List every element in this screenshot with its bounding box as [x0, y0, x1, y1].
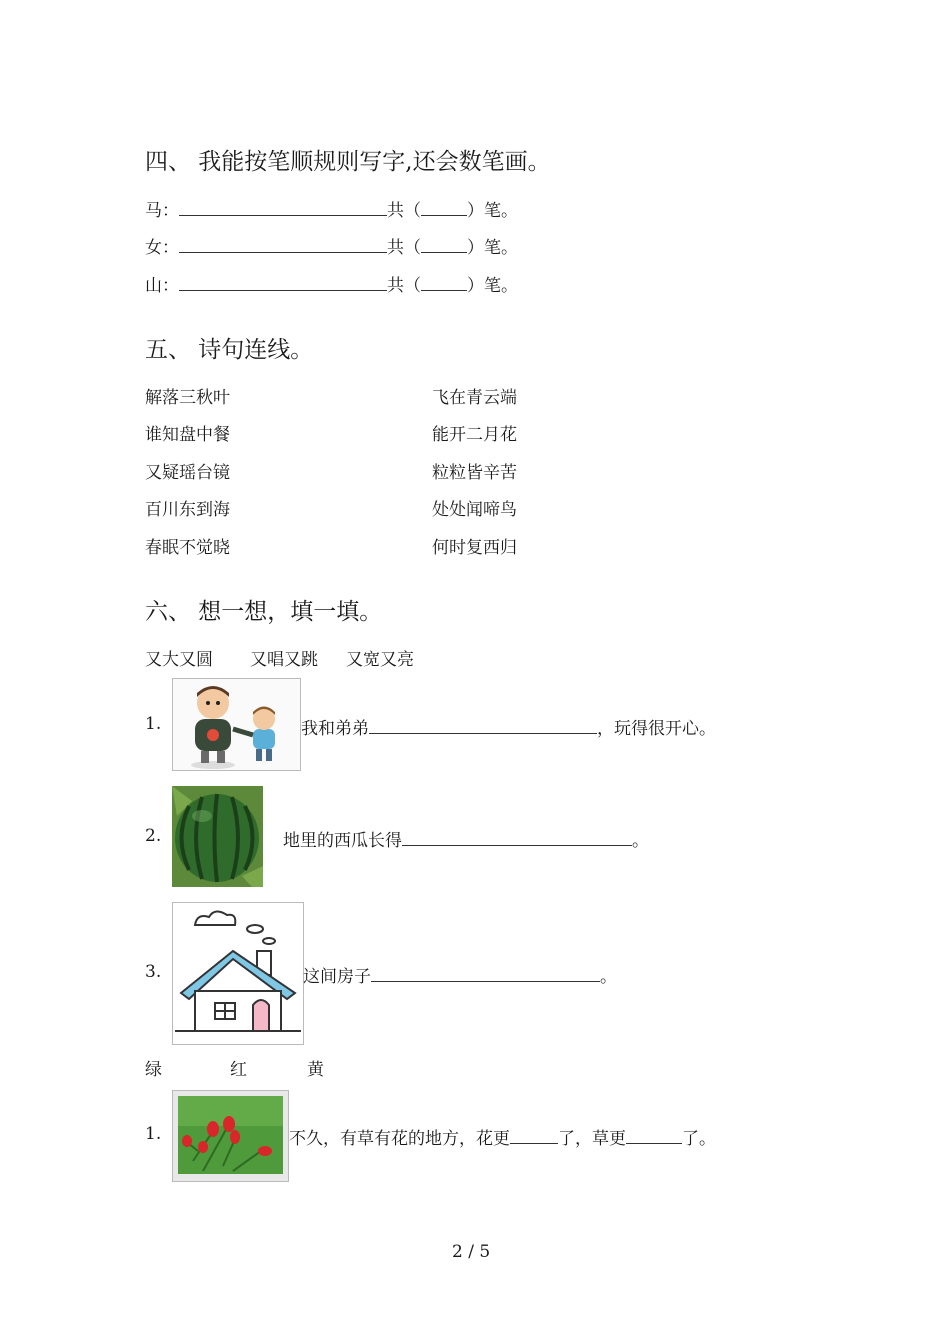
- sentence-post: ，玩得很开心。: [597, 719, 716, 739]
- stroke-order-blank[interactable]: [179, 238, 387, 253]
- word-option-3: 又宽又亮: [346, 650, 414, 670]
- sentence-post: 。: [632, 831, 649, 851]
- item-sentence: [283, 826, 649, 851]
- sentence-post: 。: [600, 967, 617, 987]
- color-option-2: 红: [230, 1060, 247, 1080]
- house-picture: [172, 902, 304, 1045]
- watermelon-picture: [172, 786, 263, 887]
- sentence-part-b: 了，草更: [558, 1129, 626, 1149]
- section-5-title: 五、 诗句连线。: [145, 337, 314, 363]
- answer-blank-1[interactable]: [510, 1129, 558, 1144]
- row-char: 山：: [145, 276, 179, 296]
- poem-right-3[interactable]: 粒粒皆辛苦: [432, 463, 517, 483]
- color-option-1: 绿: [145, 1060, 162, 1080]
- poem-right-5[interactable]: 何时复西归: [432, 538, 517, 558]
- stroke-count-blank[interactable]: [421, 238, 467, 253]
- item-sentence: [303, 962, 617, 987]
- stroke-count-blank[interactable]: [421, 276, 467, 291]
- sentence-pre: 我和弟弟: [301, 719, 369, 739]
- sentence-pre: 这间房子: [303, 967, 371, 987]
- item-number: 1.: [145, 1124, 162, 1144]
- poem-right-1[interactable]: 飞在青云端: [432, 388, 517, 408]
- gong-label: 共（: [387, 276, 421, 296]
- word-option-1: 又大又圆: [145, 650, 213, 670]
- stroke-order-blank[interactable]: [179, 201, 387, 216]
- sentence-pre: 地里的西瓜长得: [283, 831, 402, 851]
- word-option-2: 又唱又跳: [250, 650, 318, 670]
- poem-left-1[interactable]: 解落三秋叶: [145, 388, 230, 408]
- gong-label: 共（: [387, 238, 421, 258]
- sentence-part-c: 了。: [682, 1129, 716, 1149]
- poem-left-2[interactable]: 谁知盘中餐: [145, 425, 230, 445]
- answer-blank[interactable]: [371, 967, 600, 982]
- red-flowers-picture: [172, 1090, 289, 1182]
- item-sentence: [301, 714, 716, 739]
- item-sentence: [289, 1124, 716, 1149]
- color-option-3: 黄: [307, 1060, 324, 1080]
- stroke-row-2: [145, 233, 518, 258]
- section-4-title: 四、 我能按笔顺规则写字,还会数笔画。: [145, 149, 551, 175]
- two-boys-picture: [172, 678, 301, 771]
- stroke-order-blank[interactable]: [179, 276, 387, 291]
- answer-blank-2[interactable]: [626, 1129, 682, 1144]
- poem-left-4[interactable]: 百川东到海: [145, 500, 230, 520]
- item-number: 2.: [145, 826, 162, 846]
- stroke-row-3: [145, 271, 518, 296]
- row-char: 马：: [145, 201, 179, 221]
- stroke-row-1: [145, 196, 518, 221]
- end-label: ）笔。: [467, 276, 518, 296]
- end-label: ）笔。: [467, 238, 518, 258]
- poem-right-4[interactable]: 处处闻啼鸟: [432, 500, 517, 520]
- item-number: 3.: [145, 962, 162, 982]
- page-number: 2 / 5: [452, 1242, 491, 1262]
- answer-blank[interactable]: [369, 719, 597, 734]
- answer-blank[interactable]: [402, 831, 632, 846]
- end-label: ）笔。: [467, 201, 518, 221]
- sentence-part-a: 不久，有草有花的地方，花更: [289, 1129, 510, 1149]
- poem-right-2[interactable]: 能开二月花: [432, 425, 517, 445]
- stroke-count-blank[interactable]: [421, 201, 467, 216]
- poem-left-5[interactable]: 春眠不觉晓: [145, 538, 230, 558]
- item-number: 1.: [145, 714, 162, 734]
- section-6-title: 六、 想一想，填一填。: [145, 599, 383, 625]
- row-char: 女：: [145, 238, 179, 258]
- gong-label: 共（: [387, 201, 421, 221]
- poem-left-3[interactable]: 又疑瑶台镜: [145, 463, 230, 483]
